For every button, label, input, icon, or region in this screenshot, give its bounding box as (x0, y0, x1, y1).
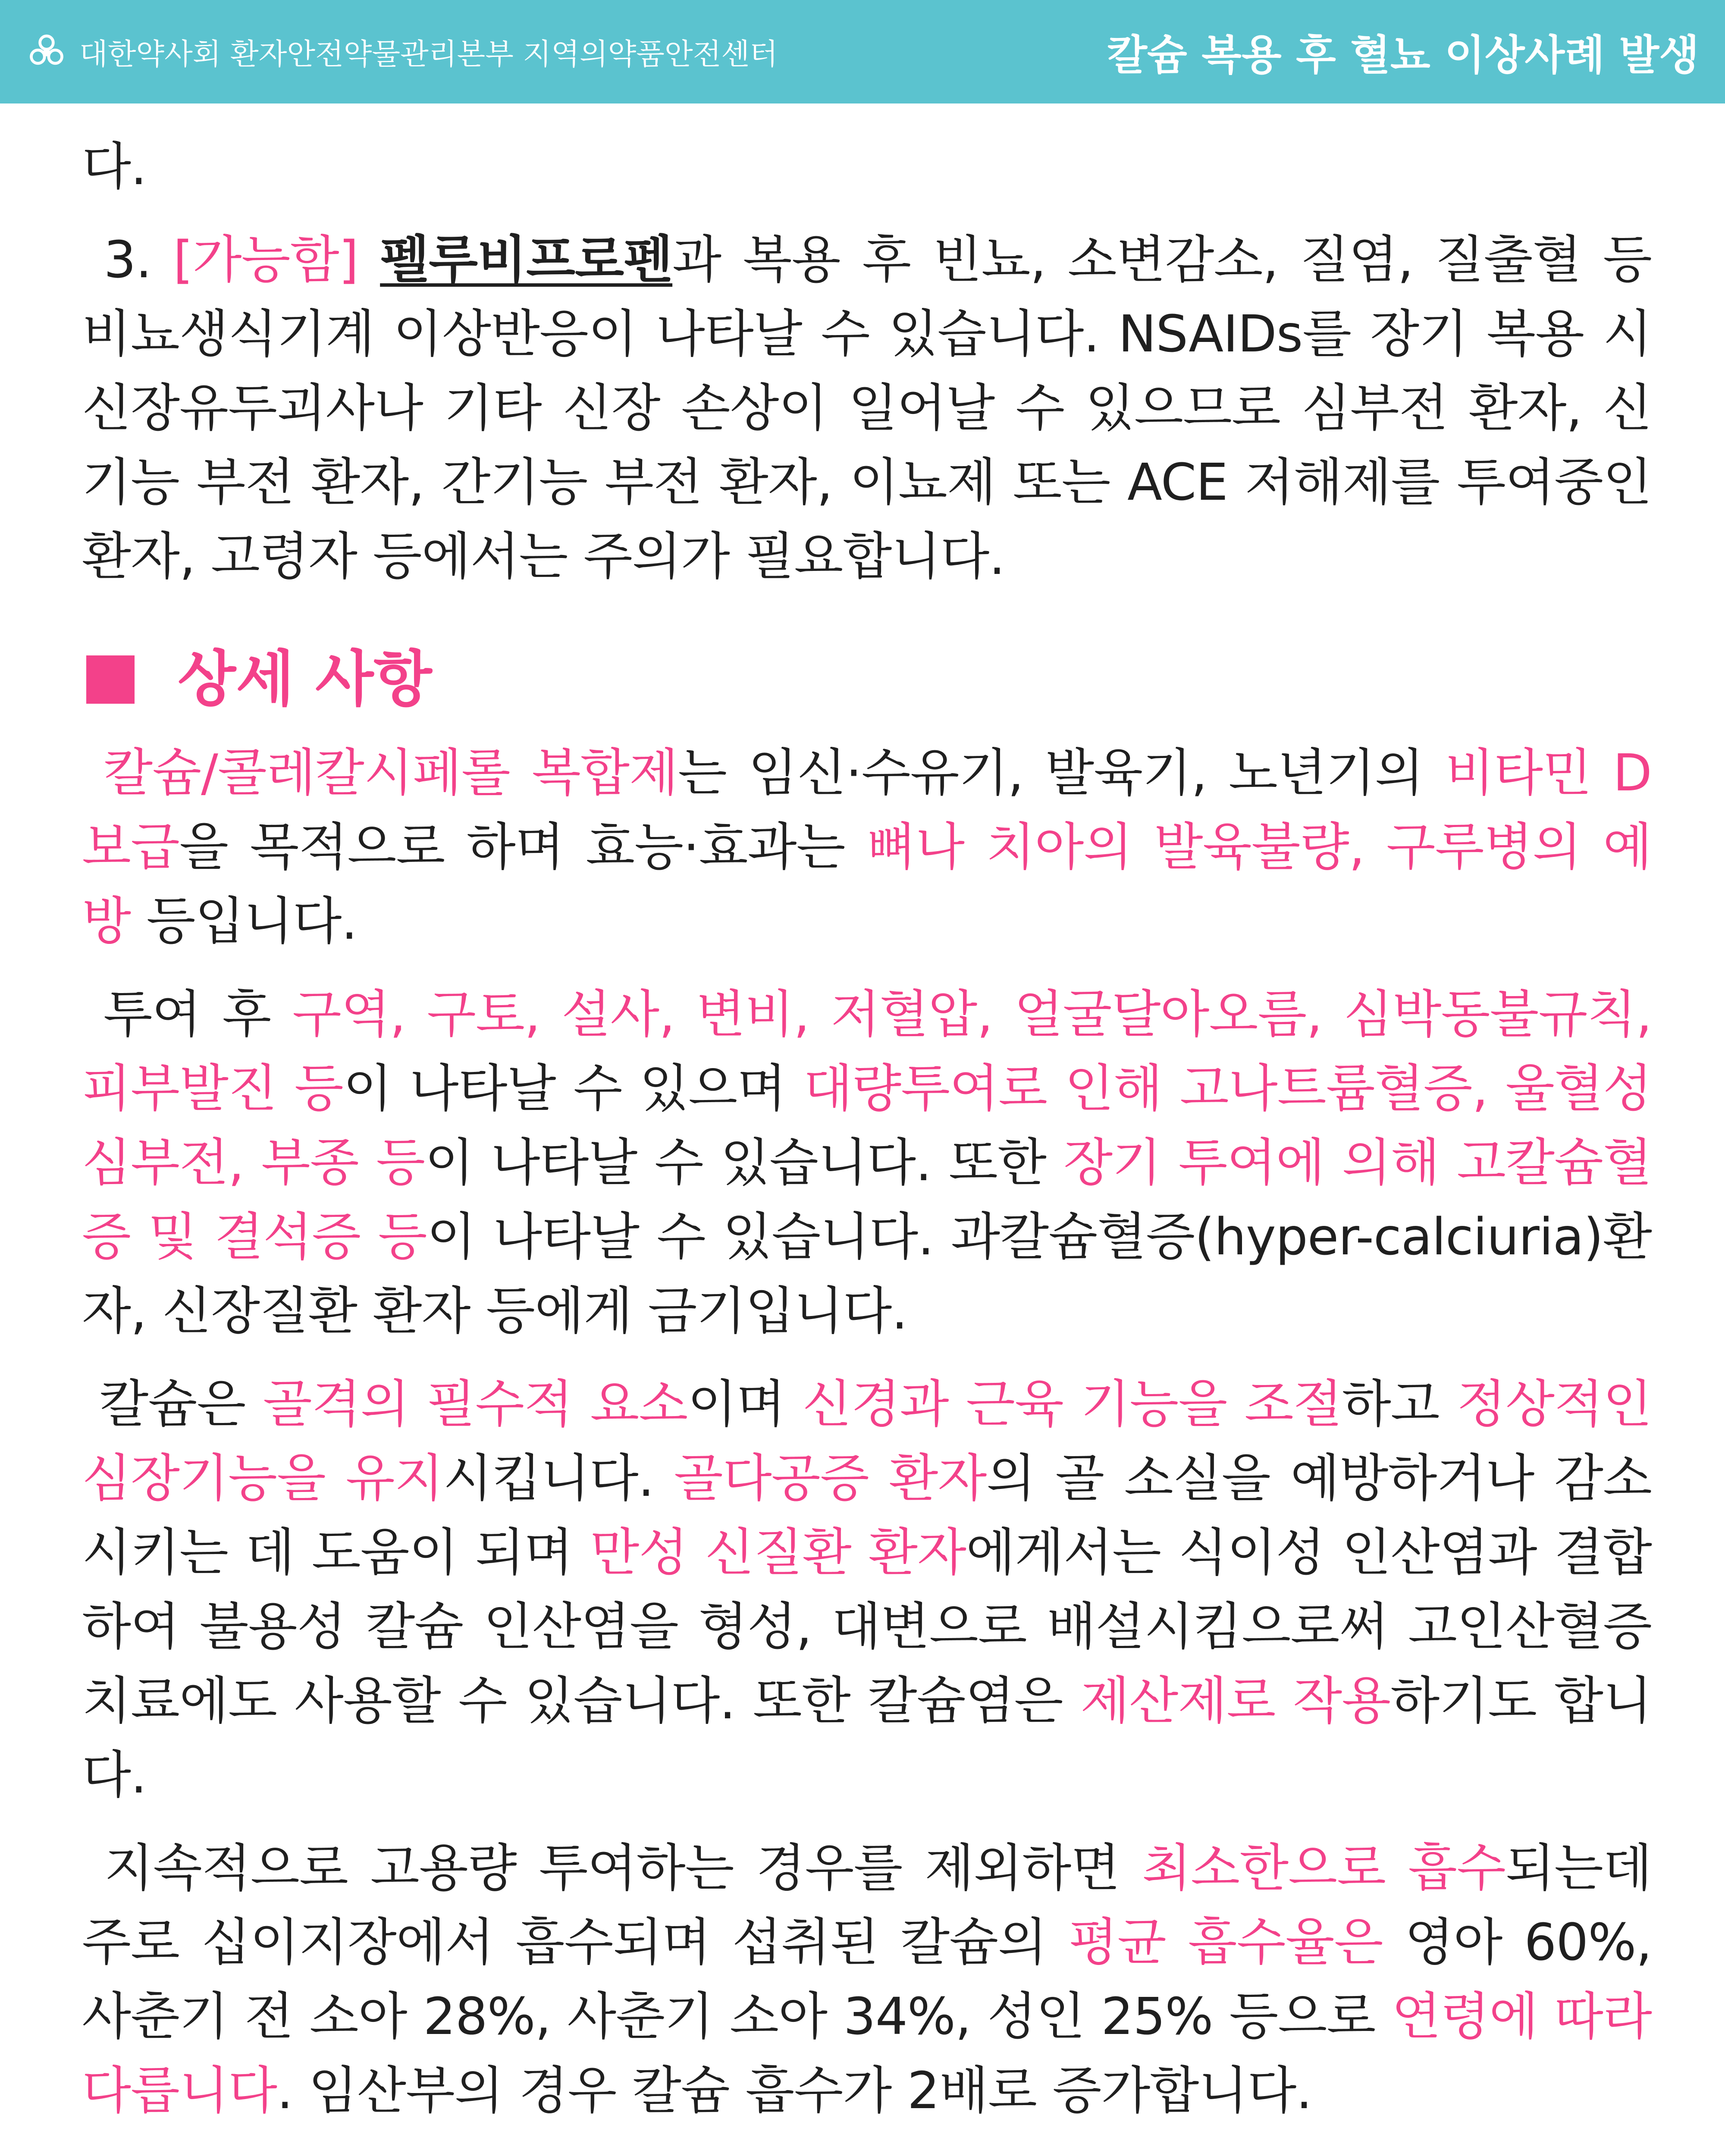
highlight-text: 만성 신질환 환자 (590, 1523, 966, 1582)
pharmacist-association-logo-icon (26, 31, 67, 72)
body-text: 영아 60%, 사춘기 전 소아 28%, 사춘기 소아 34%, 성인 25% 등으로 (82, 1912, 1652, 2046)
highlight-text: 최소한으로 흡수 (1142, 1838, 1506, 1898)
item-3-text: 과 복용 후 빈뇨, 소변감소, 질염, 질출혈 등 비뇨생식기계 이상반응이 나타날 수 있습니다. NSAIDs를 장기 복용 시 신장유두괴사나 기타 신장 손상이 일어날 수 있으므로 심부전 환자, 신기능 부전 환자, 간기능 부전 환자, 이뇨제 또는 ACE 저해제를 투여중인 환자, 고령자 등에서는 주의가 필요합니다. (82, 230, 1652, 586)
section-heading-text: 상세 사항 (178, 644, 432, 714)
organization-name: 대한약사회 환자안전약물관리본부 지역의약품안전센터 (79, 37, 778, 72)
body-text: 이 나타날 수 있습니다. 또한 (425, 1133, 1064, 1192)
body-text: 이 나타날 수 있으며 (343, 1059, 804, 1118)
body-text: 을 목적으로 하며 효능·효과는 (179, 817, 867, 877)
detail-paragraph-2 (82, 977, 1652, 1348)
highlight-text: 골격의 필수적 요소 (263, 1374, 688, 1434)
header-bar (0, 0, 1725, 103)
highlight-text: 비타민 D 보급 (82, 743, 1652, 877)
highlight-text: 골다공증 환자 (674, 1448, 987, 1508)
body-text: 의 골 소실을 예방하거나 감소시키는 데 도움이 되며 (82, 1448, 1652, 1582)
causality-tag: [가능함] (173, 230, 358, 289)
section-heading (82, 641, 1652, 718)
body-text: 등입니다. (131, 891, 357, 951)
drug-name: 펠루비프로펜 (380, 230, 673, 289)
item-number: 3. (104, 230, 152, 289)
body-text: 에게서는 식이성 인산염과 결합하여 불용성 칼슘 인산염을 형성, 대변으로 배설시킴으로써 고인산혈증 치료에도 사용할 수 있습니다. 또한 칼슘염은 (82, 1523, 1652, 1730)
highlight-text: 뼈나 치아의 발육불량, 구루병의 예방 (82, 817, 1652, 951)
document-body (82, 129, 1652, 2128)
body-text: 하고 (1342, 1374, 1457, 1434)
highlight-text: 평균 흡수율은 (1068, 1912, 1383, 1972)
body-text: 투여 후 (103, 984, 292, 1044)
highlight-text: 제산제로 작용 (1080, 1671, 1391, 1730)
highlight-text: 장기 투여에 의해 고칼슘혈증 및 결석증 등 (82, 1133, 1652, 1266)
detail-paragraph-4 (82, 1831, 1652, 2128)
organization-label-group (26, 31, 778, 73)
body-text: 하기도 합니다. (82, 1671, 1652, 1805)
body-text: 칼슘은 (99, 1374, 263, 1434)
body-text: 시킵니다. (443, 1448, 674, 1508)
detail-paragraph-1 (82, 736, 1652, 958)
body-text: 되는데 주로 십이지장에서 흡수되며 섭취된 칼슘의 (82, 1838, 1652, 1972)
continued-text: 다. (82, 137, 147, 196)
body-text: 이 나타날 수 있습니다. 과칼슘혈증(hyper-calciuria)환자, 신장질환 환자 등에게 금기입니다. (82, 1207, 1652, 1341)
highlight-text: 연령에 따라 다릅니다 (82, 1987, 1652, 2120)
body-text: . 임산부의 경우 칼슘 흡수가 2배로 증가합니다. (276, 2061, 1312, 2120)
report-title: 칼슘 복용 후 혈뇨 이상사례 발생 (1107, 31, 1699, 79)
detail-paragraph-3 (82, 1367, 1652, 1812)
highlight-text: 정상적인 심장기능을 유지 (82, 1374, 1652, 1508)
highlight-text: 대량투여로 인해 고나트륨혈증, 울혈성심부전, 부종 등 (82, 1059, 1652, 1192)
body-text: 지속적으로 고용량 투여하는 경우를 제외하면 (104, 1838, 1142, 1898)
pink-square-bullet-icon (86, 655, 135, 704)
highlight-text: 구역, 구토, 설사, 변비, 저혈압, 얼굴달아오름, 심박동불규칙, 피부발진 등 (82, 984, 1652, 1118)
body-text: 이며 (687, 1374, 803, 1434)
highlight-text: 칼슘/콜레칼시페롤 복합제 (104, 743, 678, 802)
body-text: 는 임신·수유기, 발육기, 노년기의 (677, 743, 1445, 802)
item-3-paragraph (82, 222, 1652, 593)
highlight-text: 신경과 근육 기능을 조절 (802, 1374, 1342, 1434)
